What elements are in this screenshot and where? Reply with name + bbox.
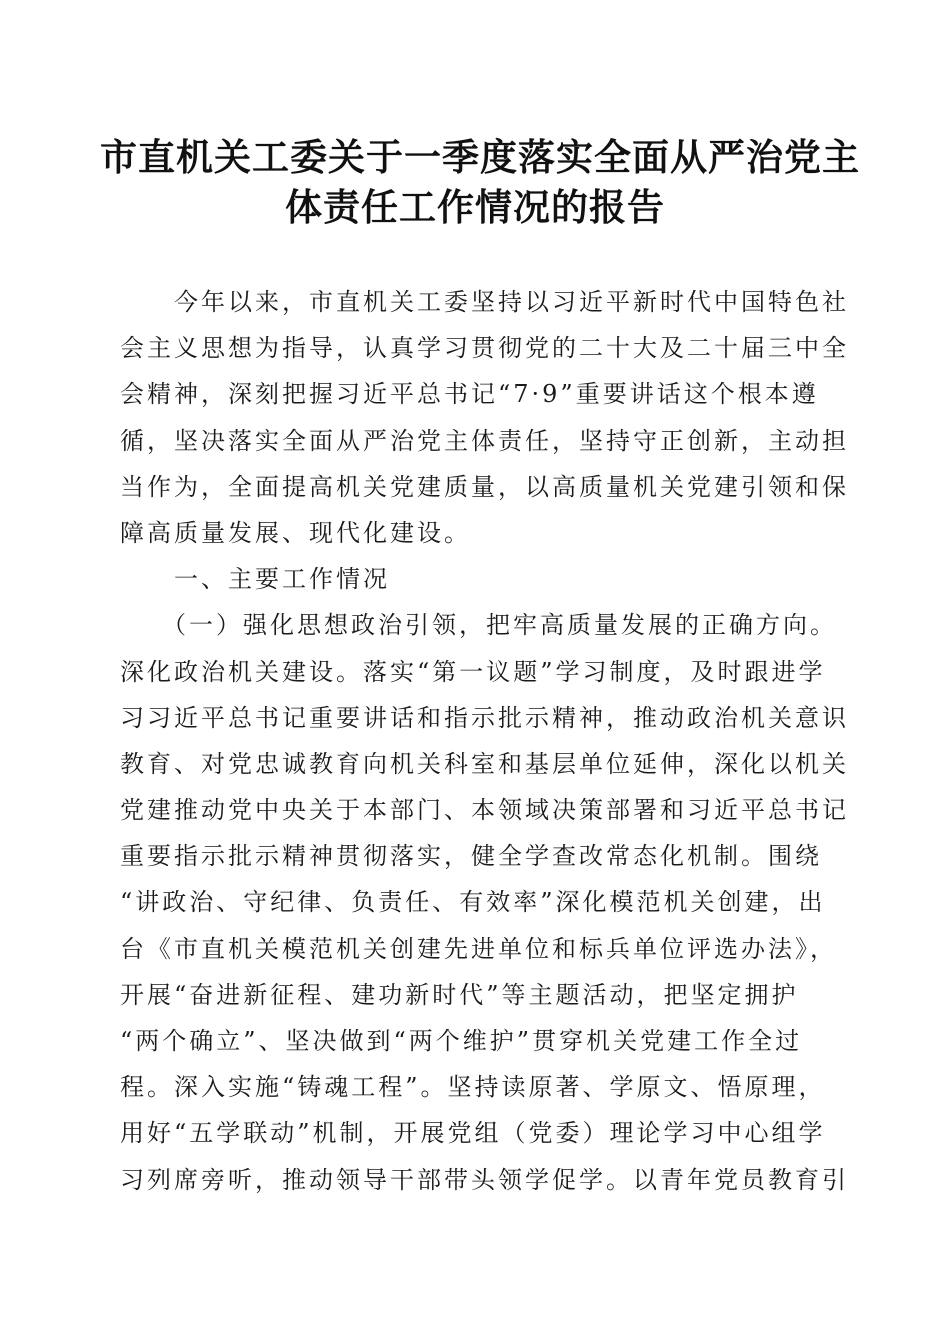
body-line: 台《市直机关模范机关创建先进单位和标兵单位评选办法》，: [120, 934, 837, 963]
subsection-heading: （一）强化思想政治引领，把牢高质量发展的正确方向。: [120, 611, 837, 640]
body-line: 用好“五学联动”机制，开展党组（党委）理论学习中心组学: [120, 1119, 826, 1148]
title-line-1: 市直机关工委关于一季度落实全面从严治党主: [100, 135, 860, 179]
body-line: “讲政治、守纪律、负责任、有效率”深化模范机关创建，出: [120, 888, 826, 917]
body-line: 习习近平总书记重要讲话和指示批示精神，推动政治机关意识: [120, 703, 849, 732]
body-line: “两个确立”、坚决做到“两个维护”贯穿机关党建工作全过: [120, 1027, 803, 1055]
body-line: 障高质量发展、现代化建设。: [120, 518, 471, 547]
section-heading: 一、主要工作情况: [120, 565, 390, 594]
body-line: 教育、对党忠诚教育向机关科室和基层单位延伸，深化以机关: [120, 749, 849, 778]
document-body: [120, 279, 849, 1203]
body-line: 深化政治机关建设。落实“第一议题”学习制度，及时跟进学: [120, 657, 826, 686]
body-line: 重要指示批示精神贯彻落实，健全学查改常态化机制。围绕: [120, 842, 822, 871]
title-line-2: 体责任工作情况的报告: [285, 185, 665, 229]
body-line: 会主义思想为指导，认真学习贯彻党的二十大及二十届三中全: [120, 334, 849, 363]
body-line: 程。深入实施“铸魂工程”。坚持读原著、学原文、悟原理，: [120, 1073, 826, 1102]
document-title: [100, 132, 860, 232]
body-line: 习列席旁听，推动领导干部带头领学促学。以青年党员教育引: [120, 1165, 849, 1194]
body-line: 当作为，全面提高机关党建质量，以高质量机关党建引领和保: [120, 472, 849, 501]
body-line: 循，坚决落实全面从严治党主体责任，坚持守正创新，主动担: [120, 426, 849, 455]
body-line: 会精神，深刻把握习近平总书记“7·9”重要讲话这个根本遵: [120, 380, 819, 409]
body-line: 今年以来，市直机关工委坚持以习近平新时代中国特色社: [120, 288, 849, 316]
body-line: 党建推动党中央关于本部门、本领域决策部署和习近平总书记: [120, 796, 849, 825]
body-line: 开展“奋进新征程、建功新时代”等主题活动，把坚定拥护: [120, 980, 799, 1009]
